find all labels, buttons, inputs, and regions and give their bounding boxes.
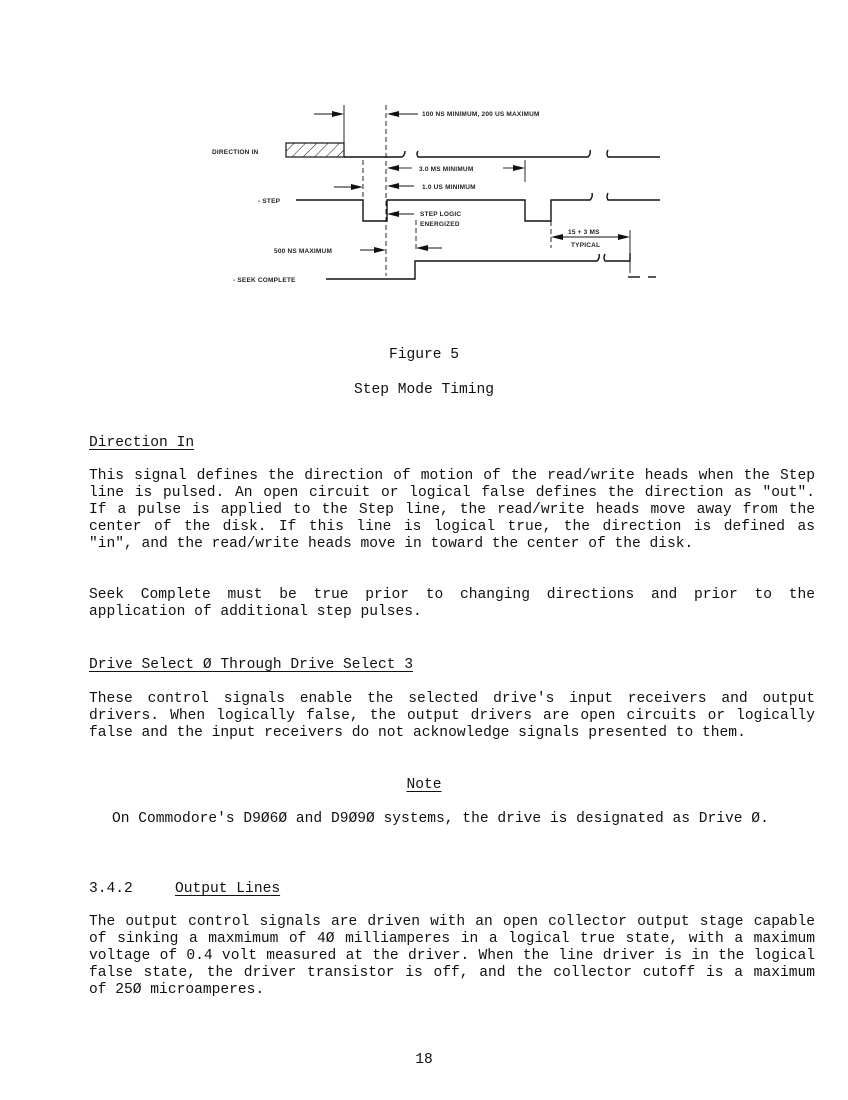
note-heading: Note	[406, 777, 442, 793]
step-waveform	[296, 193, 660, 221]
direction-in-paragraph-2: Seek Complete must be true prior to changing directions and prior to the application of additional step pulses.	[89, 587, 815, 620]
section-heading-direction-in: Direction In	[89, 435, 195, 451]
step-logic-annotation-line2: ENERGIZED	[420, 221, 460, 228]
direction-in-waveform	[286, 143, 660, 157]
seek-complete-waveform	[326, 253, 656, 279]
section-number-output-lines: 3.4.2	[89, 881, 133, 897]
figure-number: Figure 5	[388, 347, 460, 363]
page-number: 18	[415, 1052, 433, 1068]
step-logic-annotation-line1: STEP LOGIC	[420, 211, 462, 218]
figure-title: Step Mode Timing	[353, 382, 495, 398]
settle-time-annotation-line1: 15 + 3 MS	[568, 229, 600, 236]
section-heading-output-lines: Output Lines	[175, 881, 281, 897]
settle-time-annotation-line2: TYPICAL	[571, 242, 601, 249]
step-mode-timing-diagram	[200, 90, 670, 290]
drive-select-paragraph: These control signals enable the selected drive's input receivers and output drivers. When logically false, the output drivers are open circuits or logically false and the input receivers do not acknowledge signals presented to them.	[89, 691, 815, 741]
step-pulse-width-annotation: 1.0 US MINIMUM	[422, 184, 476, 191]
seek-delay-annotation: 500 NS MAXIMUM	[274, 248, 333, 255]
output-lines-paragraph: The output control signals are driven with an open collector output stage capable of sinking a maxmimum of 4Ø milliamperes in a logical true state, with a maximum voltage of 0.4 volt measured at the driver. When the line driver is in the logical false state, the driver transistor is off, and the collector cutoff is a maximum of 25Ø microamperes.	[89, 914, 815, 998]
setup-time-annotation: 100 NS MINIMUM, 200 US MAXIMUM	[422, 111, 540, 118]
step-label: - STEP	[258, 198, 281, 205]
direction-in-undefined-region	[286, 143, 344, 157]
note-body: On Commodore's D9Ø6Ø and D9Ø9Ø systems, the drive is designated as Drive Ø.	[112, 811, 769, 827]
section-heading-drive-select: Drive Select Ø Through Drive Select 3	[89, 657, 414, 673]
direction-in-paragraph-1: This signal defines the direction of motion of the read/write heads when the Step line is pulsed. An open circuit or logical false defines the direction as "out". If a pulse is applied to the Step line, the read/write heads move away from the center of the disk. If this line is logical true, the direction is defined as "in", and the read/write heads move in toward the center of the disk.	[89, 468, 815, 552]
seek-complete-label: - SEEK COMPLETE	[233, 277, 296, 284]
direction-hold-annotation: 3.0 MS MINIMUM	[419, 166, 474, 173]
direction-in-label: DIRECTION IN	[212, 149, 259, 156]
